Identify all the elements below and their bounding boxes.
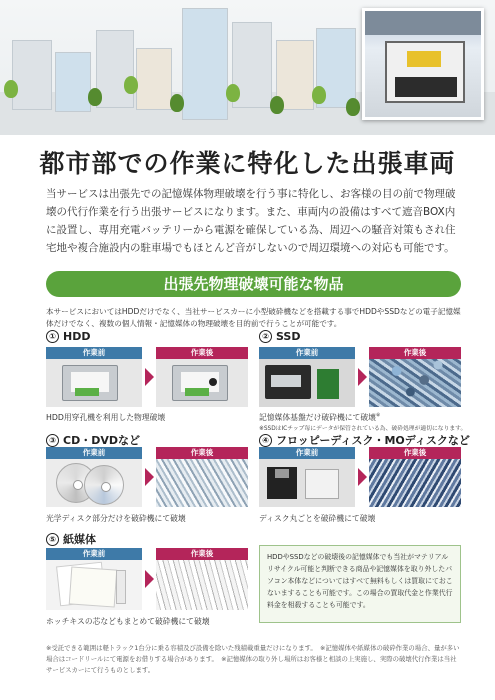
tree bbox=[226, 84, 240, 102]
tree bbox=[124, 76, 138, 94]
arrow-right-icon bbox=[145, 468, 154, 486]
ssd-before-photo bbox=[259, 347, 355, 407]
arrow-right-icon bbox=[145, 570, 154, 588]
category-number: ③ bbox=[46, 434, 59, 447]
arrow-right-icon bbox=[358, 368, 367, 386]
tree bbox=[312, 86, 326, 104]
ssd-after-photo bbox=[369, 347, 461, 407]
hdd-caption: HDD用穿孔機を利用した物理破壊 bbox=[46, 413, 166, 422]
category-title-paper bbox=[46, 531, 96, 547]
ssd-caption bbox=[259, 412, 380, 423]
paper-after-photo bbox=[156, 548, 248, 610]
section-lead-text: 本サービスにおいてはHDDだけでなく、当社サービスカーに小型破砕機などを搭載する事でHDDやSSDなどの電子記憶媒体だけでなく、複数の個人情報・記憶媒体の物理破壊を目的前で行うことが可能です。 bbox=[46, 307, 461, 328]
category-label: CD・DVDなど bbox=[63, 434, 140, 447]
floppy-after-photo bbox=[369, 447, 461, 507]
tag-before: 作業前 bbox=[46, 347, 142, 359]
tag-before: 作業前 bbox=[46, 548, 142, 560]
tower-building bbox=[182, 8, 228, 120]
tag-before: 作業前 bbox=[259, 347, 355, 359]
tree bbox=[88, 88, 102, 106]
tag-before: 作業前 bbox=[46, 447, 142, 459]
category-title-floppy-mo bbox=[259, 432, 470, 448]
cd-caption: 光学ディスク部分だけを破砕機にて破壊 bbox=[46, 514, 186, 523]
building bbox=[55, 52, 91, 112]
intro-text: 当サービスは出張先での記憶媒体物理破壊を行う事に特化し、お客様の目の前で物理破壊の代行作業を行う出張サービスになります。また、車両内の設備はすべて遮音BOX内に設置し、専用充電バッテリーから電源を確保している為、周辺への騒音対策もされ住宅地や複合施設内の駐車場でもほとんど音がしないので周辺環境への対応も可能です。 bbox=[46, 188, 456, 254]
category-label: HDD bbox=[63, 330, 91, 343]
category-number: ⑤ bbox=[46, 533, 59, 546]
ssd-caption-mark: ※ bbox=[375, 412, 381, 419]
truck-interior-shredder-photo bbox=[362, 8, 484, 120]
tree bbox=[346, 98, 360, 116]
tag-before: 作業前 bbox=[259, 447, 355, 459]
paper-caption: ホッチキスの芯などもまとめて破砕機にて破壊 bbox=[46, 617, 210, 626]
category-title-cd-dvd bbox=[46, 432, 140, 448]
floppy-caption: ディスク丸ごとを破砕機にて破壊 bbox=[259, 514, 376, 523]
tag-after: 作業後 bbox=[369, 347, 461, 359]
tag-after: 作業後 bbox=[369, 447, 461, 459]
category-title-ssd bbox=[259, 330, 300, 343]
category-number: ① bbox=[46, 330, 59, 343]
arrow-right-icon bbox=[358, 468, 367, 486]
cd-after-photo bbox=[156, 447, 248, 507]
hdd-after-photo bbox=[156, 347, 248, 407]
ssd-caption-text: 記憶媒体基盤だけ破砕機にて破壊 bbox=[259, 413, 376, 422]
tag-after: 作業後 bbox=[156, 347, 248, 359]
arrow-right-icon bbox=[145, 368, 154, 386]
building bbox=[136, 48, 172, 110]
tree bbox=[270, 96, 284, 114]
recycle-callout-box: HDDやSSDなどの破壊後の記憶媒体でも当社がマテリアルリサイクル可能と判断できる商品や記憶媒体を取り外したパソコン本体などについてはすべて無料もしくは買取にておこないますることも可能です。この場合の買取代金と作業代行料金を相殺することも可能です。 bbox=[259, 545, 461, 623]
footnote: ※受託できる範囲は軽トラック1台分に乗る容積及び設備を除いた残積載重量だけになります。 ※記憶媒体や紙媒体の破砕作業の場合、量が多い場合はコードリールにて電源をお借りする場合があります。 ※記憶媒体の取り外し場所はお客様と相談の上実施し、実際の破壊代行作業は当社サービスカーにて行うものとします。 bbox=[46, 644, 460, 674]
category-label: SSD bbox=[276, 330, 301, 343]
section-banner: 出張先物理破壊可能な物品 bbox=[46, 271, 461, 297]
hero-illustration bbox=[0, 0, 495, 135]
category-label: 紙媒体 bbox=[63, 533, 96, 546]
tree bbox=[170, 94, 184, 112]
hdd-before-photo bbox=[46, 347, 142, 407]
cd-before-photo bbox=[46, 447, 142, 507]
category-title-hdd bbox=[46, 330, 90, 343]
building bbox=[12, 40, 52, 110]
tree bbox=[4, 80, 18, 98]
category-label: フロッピーディスク・MOディスクなど bbox=[276, 434, 470, 447]
page-title: 都市部での作業に特化した出張車両 bbox=[39, 149, 456, 178]
ssd-note: ※SSDはICチップ毎にデータが保管されている為、破砕処理が適切になります。 bbox=[259, 426, 467, 432]
paper-before-photo bbox=[46, 548, 142, 610]
floppy-before-photo bbox=[259, 447, 355, 507]
tag-after: 作業後 bbox=[156, 548, 248, 560]
category-number: ② bbox=[259, 330, 272, 343]
tag-after: 作業後 bbox=[156, 447, 248, 459]
category-number: ④ bbox=[259, 434, 272, 447]
